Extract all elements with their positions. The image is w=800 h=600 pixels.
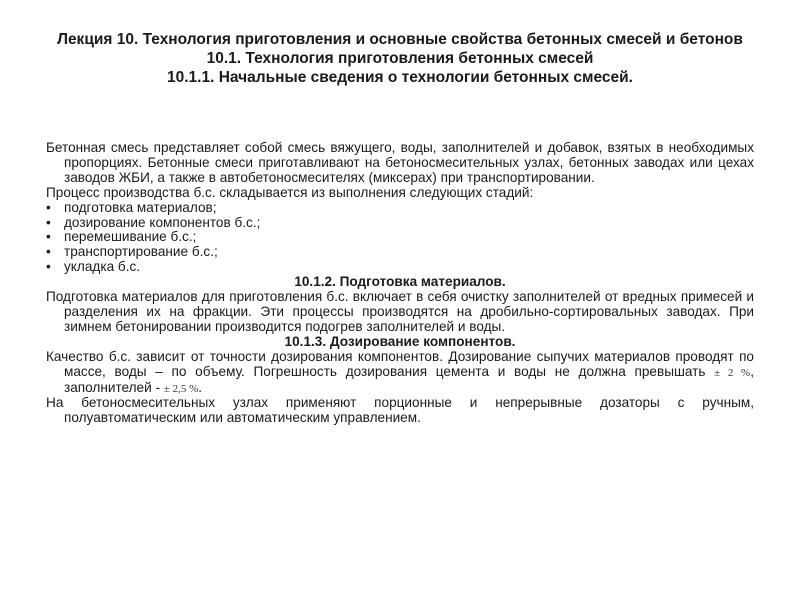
cement-tolerance: ± 2 % (714, 366, 751, 379)
lecture-title: Лекция 10. Технология приготовления и основные свойства бетонных смесей и бетонов (57, 31, 743, 48)
intro-paragraph: Бетонная смесь представляет собой смесь вяжущего, воды, заполнителей и добавок, взятых в необходимых пропорциях. Бетонные смеси приготавливают на бетоносмесительных узлах, бетонных заводах или цехах заводов ЖБИ, а также в автобетоносмесителях (миксерах) при транспортировании. (46, 140, 754, 185)
bullet-icon: • (46, 244, 51, 260)
section-heading-materials: 10.1.2. Подготовка материалов. (294, 274, 506, 290)
section-title: 10.1. Технология приготовления бетонных смесей (206, 50, 594, 67)
materials-paragraph: Подготовка материалов для приготовления б.с. включает в себя очистку заполнителей от вредных примесей и разделения их на фракции. Эти процессы производятся на дробильно-сортировальных заводах. При зимнем бетонировании производится подогрев заполнителей и воды. (46, 289, 754, 334)
heading-block (40, 30, 760, 87)
list-item: • укладка б.с. (46, 259, 141, 275)
aggregate-tolerance: ± 2,5 % (163, 382, 199, 395)
list-item: • дозирование компонентов б.с.; (46, 214, 261, 230)
stages-list (46, 201, 754, 276)
bullet-icon: • (46, 229, 51, 245)
dosing-paragraph: Качество б.с. зависит от точности дозирования компонентов. Дозирование сыпучих материалов проводят по массе, воды – по объему. Погрешность дозирования цемента и воды не должна превышать ± 2 %, заполнителей - ± 2,5 %. (46, 348, 754, 395)
content (46, 141, 754, 426)
dosers-paragraph: На бетоносмесительных узлах применяют порционные и непрерывные дозаторы с ручным, полуавтоматическим или автоматическим управлением. (46, 395, 754, 426)
list-item: • перемешивание б.с.; (46, 229, 197, 245)
list-item: • транспортирование б.с.; (46, 244, 218, 260)
bullet-icon: • (46, 259, 51, 275)
subsection-title: 10.1.1. Начальные сведения о технологии бетонных смесей. (166, 69, 633, 86)
section-heading-dosing: 10.1.3. Дозирование компонентов. (284, 333, 516, 349)
process-intro: Процесс производства б.с. складывается из выполнения следующих стадий: (46, 184, 534, 200)
list-item: • подготовка материалов; (46, 199, 217, 215)
bullet-icon: • (46, 199, 51, 215)
bullet-icon: • (46, 214, 51, 230)
